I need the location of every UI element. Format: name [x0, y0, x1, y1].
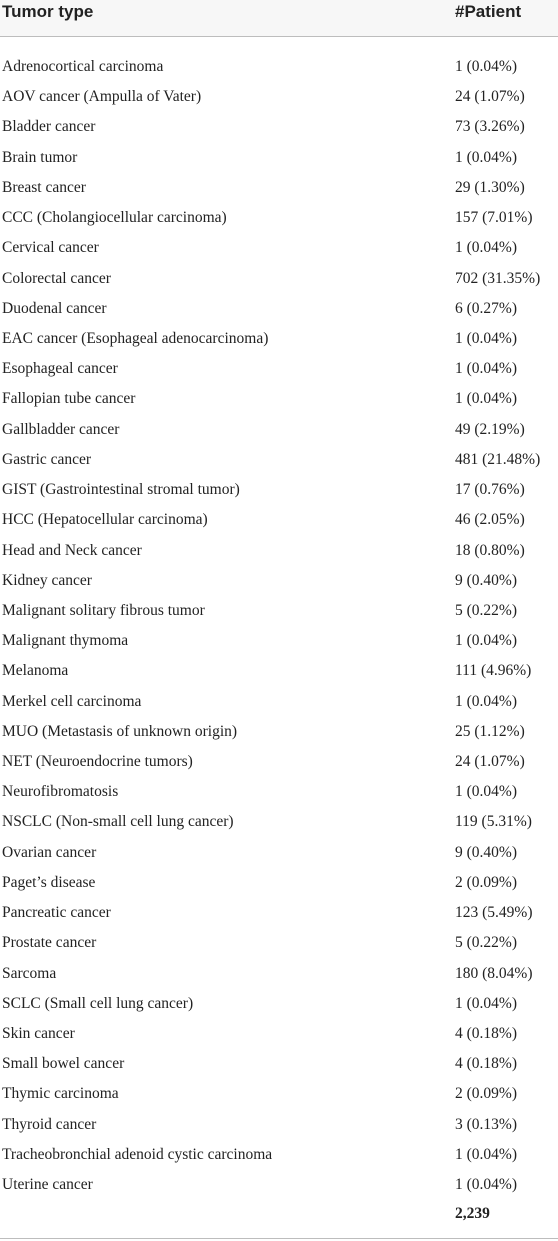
- tumor-type-cell: Prostate cancer: [2, 934, 97, 952]
- total-row: [0, 1200, 558, 1230]
- patient-count-cell: 157 (7.01%): [455, 209, 533, 227]
- tumor-type-cell: NSCLC (Non-small cell lung cancer): [2, 813, 234, 831]
- table-row: [0, 717, 558, 747]
- bottom-rule: [0, 1238, 558, 1239]
- patient-count-cell: 29 (1.30%): [455, 178, 525, 196]
- tumor-type-cell: Thyroid cancer: [2, 1115, 97, 1133]
- tumor-type-cell: Melanoma: [2, 662, 69, 680]
- tumor-type-cell: Tracheobronchial adenoid cystic carcinoma: [2, 1145, 273, 1163]
- patient-count-cell: 25 (1.12%): [455, 722, 525, 740]
- table-row: [0, 777, 558, 807]
- table-row: [0, 868, 558, 898]
- patient-count-cell: 5 (0.22%): [455, 934, 517, 952]
- tumor-type-cell: Head and Neck cancer: [2, 541, 142, 559]
- header-patient: #Patient: [455, 2, 522, 21]
- tumor-type-cell: Skin cancer: [2, 1025, 75, 1042]
- tumor-type-cell: Gallbladder cancer: [2, 420, 120, 438]
- patient-count-cell: 1 (0.04%): [455, 58, 517, 75]
- tumor-type-cell: EAC cancer (Esophageal adenocarcinoma): [2, 329, 269, 347]
- patient-count-cell: 119 (5.31%): [455, 813, 532, 831]
- table-row: [0, 445, 558, 475]
- patient-count-cell: 1 (0.04%): [455, 692, 517, 710]
- tumor-type-cell: Duodenal cancer: [2, 299, 107, 317]
- patient-count-cell: 1 (0.04%): [455, 360, 517, 378]
- table-row: [0, 1049, 558, 1079]
- tumor-type-cell: SCLC (Small cell lung cancer): [2, 994, 194, 1012]
- table-row: [0, 566, 558, 596]
- patient-count-cell: 18 (0.80%): [455, 541, 525, 559]
- table-row: [0, 143, 558, 173]
- patient-count-cell: 6 (0.27%): [455, 299, 517, 317]
- tumor-type-cell: AOV cancer (Ampulla of Vater): [2, 88, 202, 106]
- table-row: [0, 1140, 558, 1170]
- table-row: [0, 838, 558, 868]
- table-row: [0, 1079, 558, 1109]
- patient-count-cell: 17 (0.76%): [455, 481, 525, 499]
- tumor-type-cell: GIST (Gastrointestinal stromal tumor): [2, 481, 240, 499]
- tumor-type-cell: Uterine cancer: [2, 1176, 93, 1194]
- patient-count-cell: 9 (0.40%): [455, 843, 517, 861]
- tumor-type-cell: Merkel cell carcinoma: [2, 692, 142, 710]
- table-row: [0, 928, 558, 958]
- patient-count-cell: 1 (0.04%): [455, 783, 517, 801]
- table-row: [0, 203, 558, 233]
- tumor-type-cell: Ovarian cancer: [2, 843, 97, 861]
- table-row: [0, 475, 558, 505]
- patient-count-cell: 73 (3.26%): [455, 118, 525, 136]
- tumor-type-cell: NET (Neuroendocrine tumors): [2, 753, 193, 771]
- tumor-type-cell: Cervical cancer: [2, 239, 99, 257]
- table-row: [0, 354, 558, 384]
- table-header: [0, 0, 558, 37]
- total-value: 2,239: [455, 1205, 490, 1223]
- table-row: [0, 898, 558, 928]
- tumor-type-cell: Malignant solitary fibrous tumor: [2, 601, 205, 619]
- table-row: [0, 384, 558, 414]
- table-row: [0, 656, 558, 686]
- patient-count-cell: 24 (1.07%): [455, 753, 525, 771]
- table-row: [0, 687, 558, 717]
- patient-count-cell: 4 (0.18%): [455, 1055, 517, 1073]
- table-row: [0, 173, 558, 203]
- patient-count-cell: 3 (0.13%): [455, 1115, 517, 1133]
- table-row: [0, 294, 558, 324]
- tumor-type-cell: Bladder cancer: [2, 118, 96, 136]
- tumor-type-cell: Fallopian tube cancer: [2, 390, 136, 408]
- patient-count-cell: 2 (0.09%): [455, 1085, 517, 1103]
- tumor-type-cell: Neurofibromatosis: [2, 783, 119, 801]
- table-row: [0, 1110, 558, 1140]
- tumor-type-cell: Colorectal cancer: [2, 269, 111, 287]
- tumor-type-cell: MUO (Metastasis of unknown origin): [2, 722, 238, 740]
- patient-count-cell: 5 (0.22%): [455, 601, 517, 619]
- patient-count-cell: 702 (31.35%): [455, 269, 541, 287]
- patient-count-cell: 111 (4.96%): [455, 662, 532, 680]
- table-row: [0, 233, 558, 263]
- patient-count-cell: 123 (5.49%): [455, 904, 533, 922]
- patient-count-cell: 1 (0.04%): [455, 329, 517, 347]
- tumor-type-cell: Esophageal cancer: [2, 360, 118, 378]
- table-row: [0, 989, 558, 1019]
- patient-count-cell: 4 (0.18%): [455, 1025, 517, 1042]
- tumor-type-cell: Gastric cancer: [2, 450, 92, 468]
- table-row: [0, 324, 558, 354]
- patient-count-cell: 1 (0.04%): [455, 390, 517, 408]
- header-tumor-type: Tumor type: [2, 2, 94, 21]
- table-row: [0, 52, 558, 82]
- patient-count-cell: 1 (0.04%): [455, 1145, 517, 1163]
- patient-count-cell: 180 (8.04%): [455, 964, 533, 982]
- table-row: [0, 82, 558, 112]
- table-body: [0, 52, 558, 1200]
- tumor-type-cell: CCC (Cholangiocellular carcinoma): [2, 209, 227, 227]
- tumor-type-cell: Breast cancer: [2, 178, 86, 196]
- patient-count-cell: 1 (0.04%): [455, 239, 517, 257]
- patient-count-cell: 1 (0.04%): [455, 632, 517, 650]
- table-row: [0, 112, 558, 142]
- patient-count-cell: 24 (1.07%): [455, 88, 525, 106]
- patient-count-cell: 1 (0.04%): [455, 1176, 517, 1194]
- table-row: [0, 536, 558, 566]
- tumor-type-cell: Small bowel cancer: [2, 1055, 125, 1073]
- tumor-type-cell: Paget’s disease: [2, 873, 96, 891]
- patient-count-cell: 1 (0.04%): [455, 994, 517, 1012]
- patient-count-cell: 1 (0.04%): [455, 148, 517, 166]
- table-row: [0, 264, 558, 294]
- table-row: [0, 959, 558, 989]
- tumor-type-cell: Brain tumor: [2, 148, 78, 166]
- table-row: [0, 807, 558, 837]
- tumor-type-cell: Adrenocortical carcinoma: [2, 58, 164, 75]
- tumor-type-cell: Thymic carcinoma: [2, 1085, 119, 1103]
- table-row: [0, 1170, 558, 1200]
- table-row: [0, 415, 558, 445]
- tumor-type-cell: HCC (Hepatocellular carcinoma): [2, 511, 208, 529]
- tumor-type-cell: Sarcoma: [2, 964, 57, 982]
- patient-count-cell: 481 (21.48%): [455, 450, 541, 468]
- patient-count-cell: 49 (2.19%): [455, 420, 525, 438]
- table-row: [0, 626, 558, 656]
- table-row: [0, 1019, 558, 1049]
- patient-count-cell: 46 (2.05%): [455, 511, 525, 529]
- table-row: [0, 747, 558, 777]
- tumor-type-cell: Malignant thymoma: [2, 632, 129, 650]
- patient-count-cell: 2 (0.09%): [455, 873, 517, 891]
- table-row: [0, 505, 558, 535]
- tumor-type-cell: Kidney cancer: [2, 571, 92, 589]
- table-row: [0, 596, 558, 626]
- tumor-type-cell: Pancreatic cancer: [2, 904, 111, 922]
- patient-count-cell: 9 (0.40%): [455, 571, 517, 589]
